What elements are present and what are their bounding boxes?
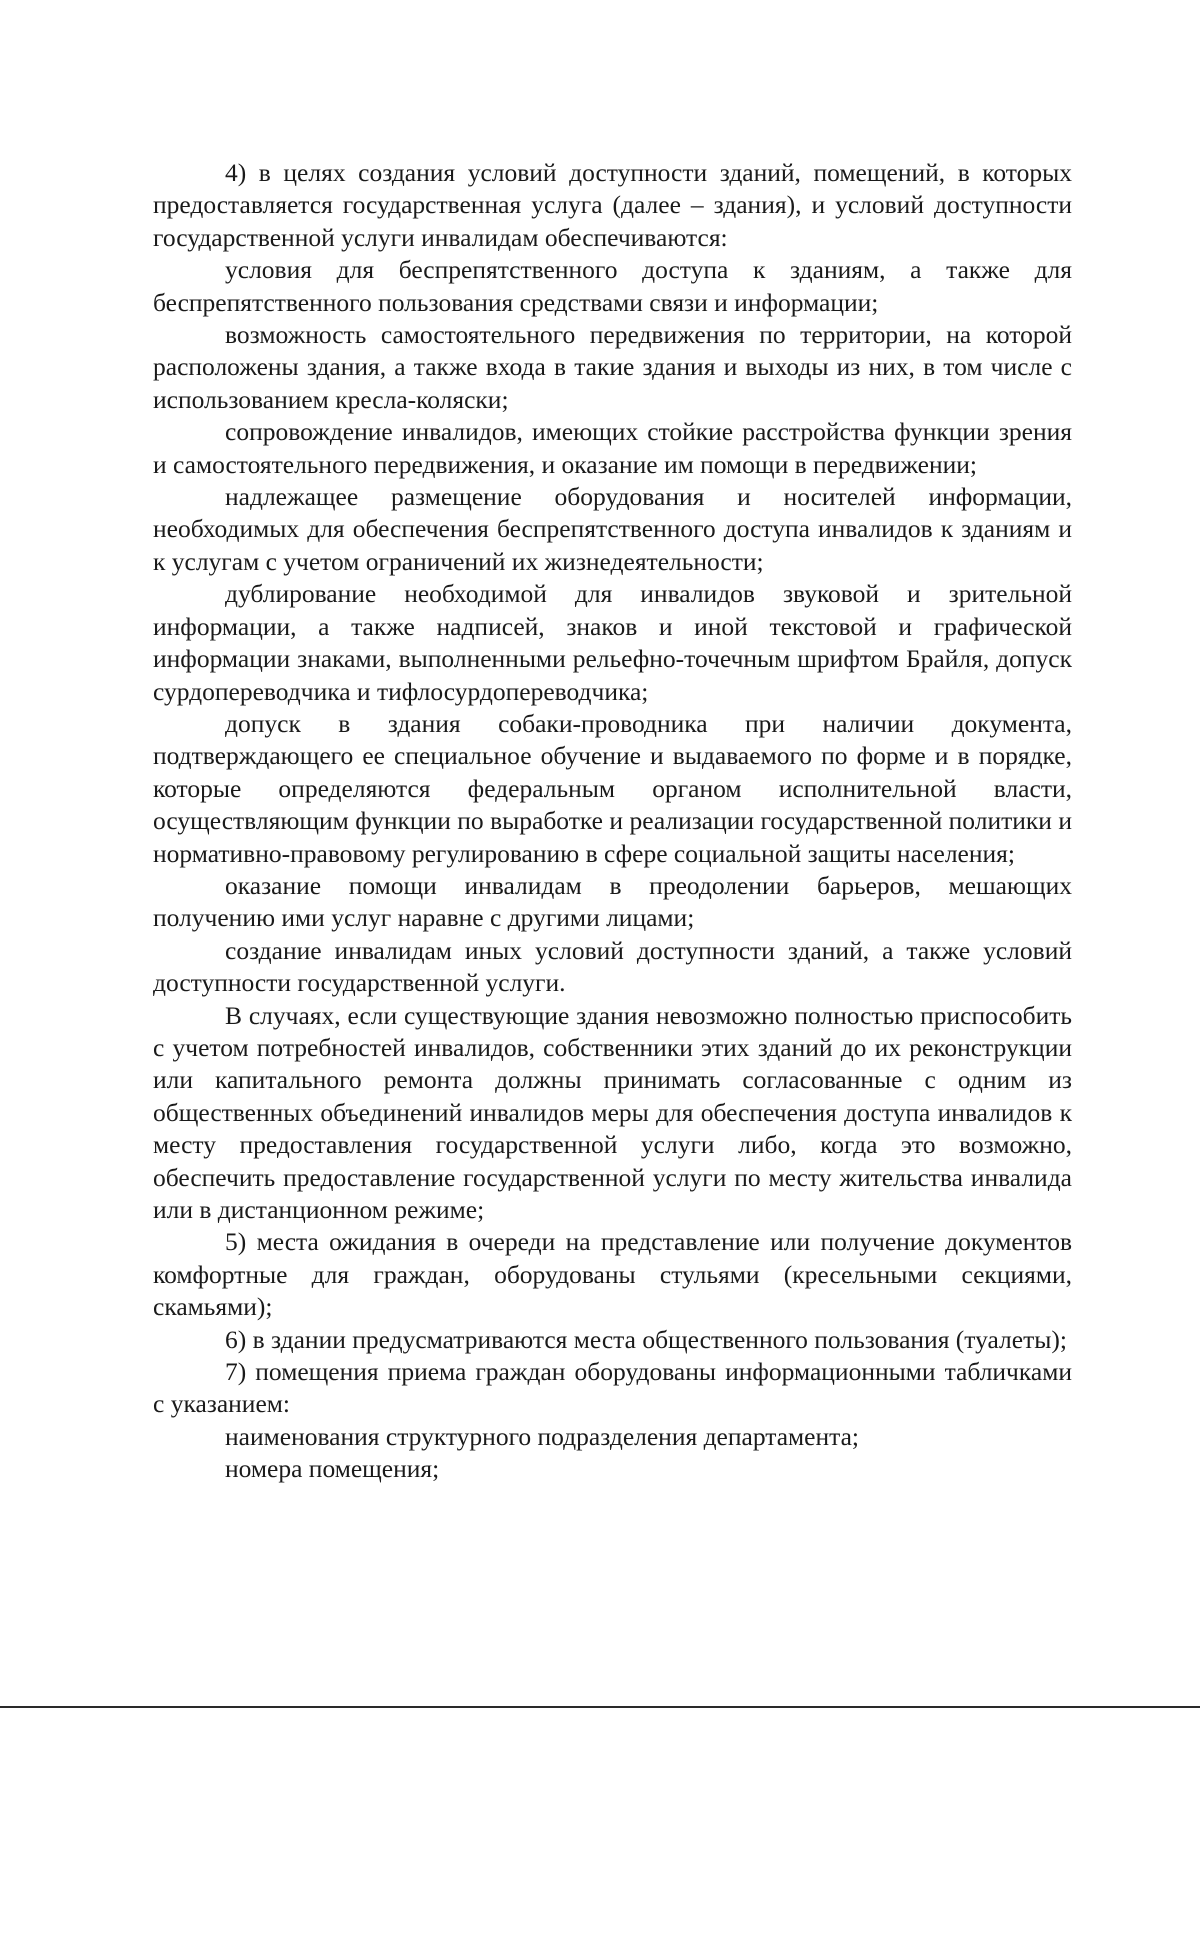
paragraph-department-name: наименования структурного подразделения департамента; bbox=[225, 1421, 859, 1451]
paragraph-existing-buildings: В случаях, если существующие здания невозможно полностью приспособить с учетом потребностей инвалидов, собственники этих зданий до их реконструкции или капитального ремонта должны принимать согласованные с одним из общественных объединений инвалидов меры для обеспечения доступа инвалидов к месту предоставления государственной услуги либо, когда это возможно, обеспечить предоставление государственной услуги по месту жительства инвалида или в дистанционном режиме; bbox=[153, 1000, 1072, 1224]
paragraph-item-6: 6) в здании предусматриваются места общественного пользования (туалеты); bbox=[225, 1324, 1067, 1354]
bottom-rule bbox=[0, 1706, 1200, 1708]
paragraph-item-5: 5) места ожидания в очереди на представление или получение документов комфортные для граждан, оборудованы стульями (кресельными секциями, скамьями); bbox=[153, 1227, 1072, 1322]
paragraph-equipment-placement: надлежащее размещение оборудования и носителей информации, необходимых для обеспечения беспрепятственного доступа инвалидов к зданиям и к услугам с учетом ограничений их жизнедеятельности; bbox=[153, 482, 1072, 576]
paragraph-escort: сопровождение инвалидов, имеющих стойкие расстройства функции зрения и самостоятельного передвижения, и оказание им помощи в передвижении; bbox=[153, 417, 1072, 479]
paragraph-access-conditions: условия для беспрепятственного доступа к зданиям, а также для беспрепятственного пользования средствами связи и информации; bbox=[153, 255, 1072, 317]
paragraph-barrier-help: оказание помощи инвалидам в преодолении барьеров, мешающих получению ими услуг наравне с другими лицами; bbox=[153, 870, 1072, 933]
paragraph-independent-movement: возможность самостоятельного передвижения по территории, на которой расположены здания, а также входа в такие здания и выходы из них, в том числе с использованием кресла-коляски; bbox=[153, 320, 1072, 414]
paragraph-guide-dog: допуск в здания собаки-проводника при наличии документа, подтверждающего ее специальное обучение и выдаваемого по форме и в порядке, которые определяются федеральным органом исполнительной власти, осуществляющим функции по выработке и реализации государственной политики и нормативно-правовому регулированию в сфере социальной защиты населения; bbox=[153, 708, 1072, 868]
paragraph-duplication: дублирование необходимой для инвалидов звуковой и зрительной информации, а также надписей, знаков и иной текстовой и графической информации знаками, выполненными рельефно-точечным шрифтом Брайля, допуск сурдопереводчика и тифлосурдопереводчика; bbox=[153, 579, 1072, 706]
paragraph-item-7: 7) помещения приема граждан оборудованы информационными табличками с указанием: bbox=[153, 1357, 1072, 1419]
paragraph-room-number: номера помещения; bbox=[225, 1454, 440, 1484]
document-body bbox=[153, 157, 1072, 1486]
paragraph-item-4: 4) в целях создания условий доступности зданий, помещений, в которых предоставляется государственная услуга (далее – здания), и условий доступности государственной услуги инвалидам обеспечиваются: bbox=[153, 158, 1072, 252]
paragraph-other-conditions: создание инвалидам иных условий доступности зданий, а также условий доступности государственной услуги. bbox=[153, 935, 1072, 998]
